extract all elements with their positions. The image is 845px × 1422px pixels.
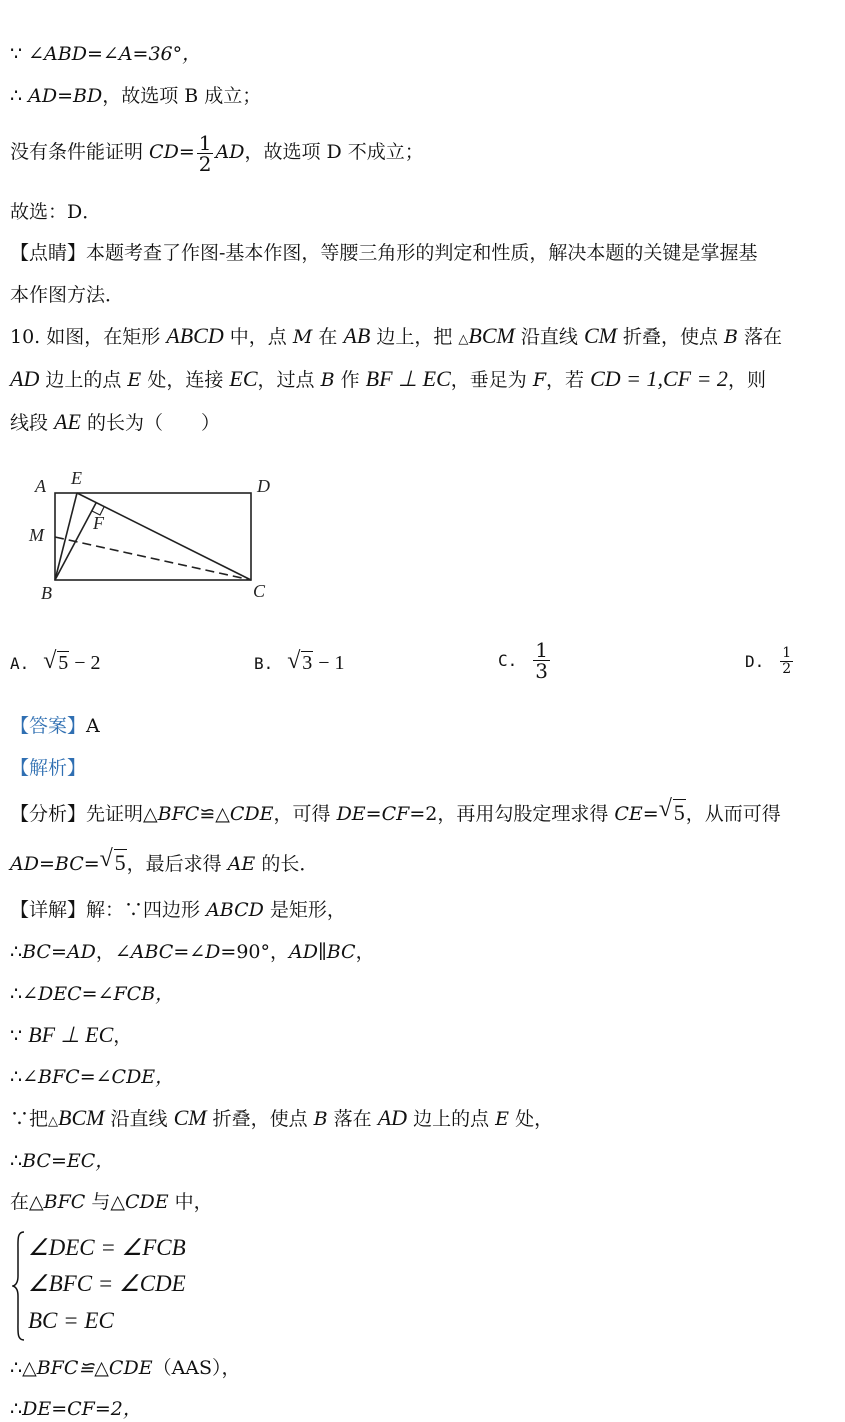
option-d[interactable]	[745, 646, 795, 677]
q-e: E	[127, 369, 142, 391]
line-1	[10, 42, 201, 66]
q-text: 作	[334, 369, 366, 391]
therefore-symbol: ∴	[10, 983, 23, 1005]
detail-s6	[10, 1149, 114, 1173]
fraction-denominator: 2	[782, 661, 792, 677]
dt-text: 解：∵四边形	[86, 899, 207, 921]
dt-text: 在△	[10, 1191, 44, 1213]
therefore-symbol: ∴	[10, 1150, 23, 1172]
dt-math: CM	[173, 1105, 207, 1130]
q-text: 的长为（ ）	[80, 412, 220, 434]
dt-math: AD∥BC	[289, 941, 356, 963]
radicand: 3	[302, 652, 313, 674]
line-4: 故选：D．	[10, 201, 102, 223]
fx-ae: AE	[227, 853, 256, 875]
line-3-ad: AD	[215, 141, 245, 163]
line-1-text: ∠ABD=∠A=36°，	[28, 43, 202, 65]
dt-text: ，	[113, 1025, 133, 1047]
option-b-sqrt	[287, 648, 313, 675]
therefore-symbol: ∴	[10, 1066, 23, 1088]
q-text: 折叠，使点	[616, 326, 725, 348]
option-c-label: C.	[498, 651, 518, 670]
line-5-text: 本题考查了作图-基本作图，等腰三角形的判定和性质，解决本题的关键是掌握基	[86, 242, 758, 264]
therefore-symbol: ∴	[10, 1398, 23, 1420]
fx-text: ≌△	[199, 803, 230, 825]
q-text: ，垂足为	[450, 369, 533, 391]
line-5	[10, 241, 757, 265]
detail-s1	[10, 940, 375, 964]
detail-line-1	[10, 898, 346, 922]
q-ae: AE	[54, 409, 81, 434]
q-text: ，则	[727, 369, 766, 391]
dt-math: ABC	[130, 941, 174, 963]
label-d: D	[257, 476, 270, 496]
answer-line	[10, 714, 100, 738]
fraction-half	[197, 130, 214, 176]
geometry-figure	[25, 462, 285, 607]
dianjing-tag: 【点睛】	[10, 242, 87, 264]
fenxi-line-2	[10, 846, 319, 876]
because-symbol: ∵	[10, 1108, 30, 1130]
q-bcm: BCM	[468, 323, 515, 348]
segment-ec	[77, 493, 251, 580]
fx-text: ，最后求得	[126, 853, 228, 875]
dt-math: BCM	[58, 1105, 105, 1130]
answer-tag: 【答案】	[10, 715, 87, 737]
fraction-denominator: 3	[535, 659, 548, 683]
dt-math: △BFC≌△CDE	[22, 1357, 153, 1379]
line-2	[10, 84, 261, 108]
q-ec: EC	[229, 366, 258, 391]
dt-math: E	[495, 1108, 510, 1130]
dt-math: BC=EC，	[22, 1150, 115, 1172]
dt-math: BC=AD	[22, 941, 96, 963]
q-m: M	[292, 326, 313, 348]
radicand: 5	[673, 800, 685, 825]
question-line-2	[10, 367, 766, 392]
fx-bfc: BFC	[157, 803, 200, 825]
dt-text: （AAS），	[152, 1357, 241, 1379]
dt-math: DE=CF=2，	[22, 1398, 142, 1420]
option-c[interactable]	[498, 640, 552, 681]
option-a-label: A.	[10, 654, 30, 673]
triangle-symbol: △	[458, 332, 469, 347]
analysis-tag: 【解析】	[10, 757, 87, 779]
detail-tag: 【详解】	[10, 899, 87, 921]
label-e: E	[71, 468, 82, 488]
detail-s7	[10, 1190, 213, 1214]
q-text: ，过点	[257, 369, 321, 391]
dt-text: 边上的点	[407, 1108, 496, 1130]
q-ad: AD	[10, 366, 40, 391]
q-text: 边上，把	[370, 326, 459, 348]
dt-math: ∠DEC=∠FCB，	[22, 983, 175, 1005]
therefore-symbol: ∴	[10, 941, 23, 963]
line-2-text: ，故选项 B 成立；	[102, 85, 262, 107]
fraction-numerator: 1	[782, 645, 792, 661]
system-eq-1: ∠DEC = ∠FCB	[28, 1235, 186, 1260]
option-b-label: B.	[254, 654, 274, 673]
dt-text: 折叠，使点	[206, 1108, 314, 1130]
option-b[interactable]	[254, 650, 345, 675]
dt-text: ，	[355, 941, 375, 963]
q-text: 沿直线	[514, 326, 584, 348]
q-text: 中，点	[223, 326, 293, 348]
q-text: 在	[312, 326, 344, 348]
option-a-rest: − 2	[69, 652, 101, 674]
dt-math: AD	[377, 1105, 408, 1130]
q-text: 线段	[10, 412, 55, 434]
option-d-fraction	[780, 646, 793, 677]
q-condition: CD = 1,CF = 2	[590, 366, 728, 391]
fx-ce: CE=	[614, 803, 659, 825]
question-line-3	[10, 410, 220, 435]
fraction-numerator: 1	[535, 638, 548, 662]
q-f: F	[532, 369, 547, 391]
dt-text: =∠	[173, 941, 206, 963]
q-abcd: ABCD	[166, 323, 224, 348]
option-d-label: D.	[745, 652, 765, 671]
therefore-symbol: ∴	[10, 1357, 23, 1379]
dt-text: 处，	[509, 1108, 554, 1130]
analysis-line	[10, 756, 86, 780]
radical-sign: √	[43, 648, 57, 674]
label-m: M	[29, 525, 44, 545]
label-a: A	[35, 476, 46, 496]
dt-text: 与△	[85, 1191, 125, 1213]
option-b-rest: − 1	[313, 652, 345, 674]
dt-text: ，∠	[95, 941, 131, 963]
label-f: F	[93, 513, 104, 533]
radicand: 5	[114, 850, 126, 875]
fx-text: ，可得	[273, 803, 337, 825]
because-symbol: ∵	[10, 43, 23, 65]
triangle-symbol: △	[48, 1114, 59, 1129]
q-text: 10. 如图，在矩形	[10, 326, 167, 348]
rectangle-abcd	[55, 493, 251, 580]
dt-text: 中，	[168, 1191, 213, 1213]
dt-math: B	[313, 1108, 328, 1130]
radical-sign: √	[99, 846, 113, 872]
therefore-symbol: ∴	[10, 85, 23, 107]
q-b: B	[320, 369, 335, 391]
q-cm: CM	[583, 323, 617, 348]
dt-math: ∠BFC=∠CDE，	[22, 1066, 175, 1088]
option-a-sqrt	[43, 648, 69, 675]
q-perp: BF ⊥ EC	[365, 366, 451, 391]
detail-s4	[10, 1065, 174, 1089]
segment-be	[55, 493, 77, 580]
radical-sign: √	[287, 648, 301, 674]
detail-s8	[10, 1356, 241, 1380]
fx-sqrt-2	[99, 846, 127, 875]
line-6: 本作图方法．	[10, 284, 125, 306]
dt-math: CDE	[124, 1191, 169, 1213]
q-text: ，若	[546, 369, 591, 391]
fx-adbc: AD=BC=	[10, 853, 100, 875]
dt-math: BFC	[43, 1191, 86, 1213]
fx-text: 先证明△	[86, 803, 158, 825]
q-text: 落在	[738, 326, 783, 348]
q-b: B	[724, 326, 738, 348]
q-ab: AB	[343, 323, 371, 348]
line-3	[10, 128, 424, 176]
line-3-suffix: ，故选项 D 不成立；	[244, 141, 424, 163]
fx-text: ，从而可得	[685, 803, 781, 825]
dt-abcd: ABCD	[206, 899, 264, 921]
dt-math: BF ⊥ EC	[28, 1022, 114, 1047]
fenxi-line-1	[10, 796, 781, 826]
detail-s9	[10, 1397, 142, 1421]
option-c-fraction	[533, 640, 550, 681]
because-symbol: ∵	[10, 1025, 23, 1047]
detail-s5	[10, 1106, 553, 1134]
dt-text: 把	[29, 1108, 49, 1130]
dt-text: 沿直线	[104, 1108, 174, 1130]
fx-sqrt	[658, 796, 686, 825]
dt-text: =90°，	[220, 941, 290, 963]
system-brace	[12, 1230, 26, 1342]
q-text: 边上的点	[39, 369, 128, 391]
radicand: 5	[58, 652, 69, 674]
fenxi-tag: 【分析】	[10, 803, 87, 825]
option-a[interactable]	[10, 650, 101, 675]
line-3-prefix: 没有条件能证明	[10, 141, 150, 163]
fx-text: 的长．	[255, 853, 319, 875]
question-line-1	[10, 324, 782, 352]
label-c: C	[253, 581, 266, 601]
line-2-math: AD=BD	[28, 85, 103, 107]
fx-text: =2，再用勾股定理求得	[409, 803, 615, 825]
fx-decf: DE=CF	[336, 803, 410, 825]
system-eq-2: ∠BFC = ∠CDE	[28, 1271, 186, 1296]
detail-s3	[10, 1023, 132, 1048]
q-text: 处，连接	[141, 369, 230, 391]
system-eq-3: BC = EC	[28, 1308, 114, 1333]
dt-text: 落在	[327, 1108, 378, 1130]
dt-text: 是矩形，	[263, 899, 346, 921]
line-3-cd: CD=	[149, 141, 195, 163]
answer-value: A	[86, 715, 100, 737]
label-b: B	[41, 583, 52, 603]
segment-mc-dashed	[55, 537, 251, 580]
dt-math: D	[205, 941, 221, 963]
fraction-denominator: 2	[198, 151, 212, 176]
detail-s2	[10, 982, 174, 1006]
fx-cde: CDE	[229, 803, 274, 825]
radical-sign: √	[658, 796, 672, 822]
fraction-numerator: 1	[198, 130, 212, 155]
